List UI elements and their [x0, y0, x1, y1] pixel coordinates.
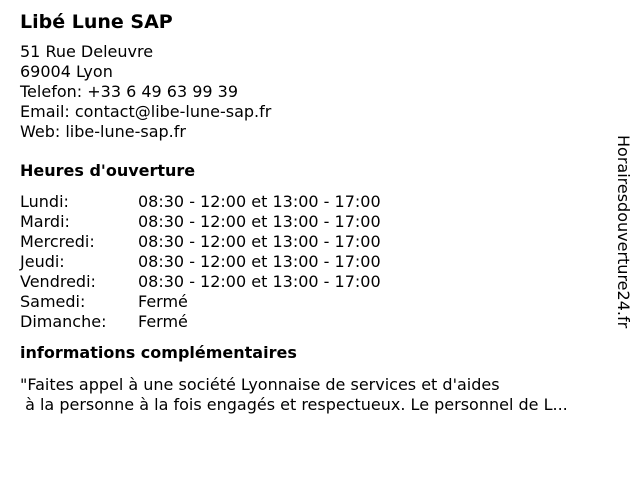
phone-line: Telefon: +33 6 49 63 99 39 — [20, 82, 239, 101]
day-hours: 08:30 - 12:00 et 13:00 - 17:00 — [138, 212, 381, 231]
hours-row-friday — [20, 272, 610, 292]
address-street: 51 Rue Deleuvre — [20, 42, 154, 61]
hours-row-tuesday — [20, 212, 610, 232]
day-label: Mardi: — [20, 212, 70, 231]
day-label: Lundi: — [20, 192, 69, 211]
day-hours: 08:30 - 12:00 et 13:00 - 17:00 — [138, 272, 381, 291]
site-watermark: Horairesdouverture24.fr — [614, 135, 633, 329]
email-line: Email: contact@libe-lune-sap.fr — [20, 102, 272, 121]
day-label: Jeudi: — [20, 252, 65, 271]
day-hours: Fermé — [138, 292, 188, 311]
opening-hours-heading: Heures d'ouverture — [20, 161, 196, 180]
hours-row-wednesday — [20, 232, 610, 252]
description-line-1: "Faites appel à une société Lyonnaise de services et d'aides — [20, 375, 500, 394]
hours-row-monday — [20, 192, 610, 212]
day-label: Samedi: — [20, 292, 86, 311]
day-label: Dimanche: — [20, 312, 107, 331]
business-card — [20, 10, 610, 415]
day-hours: 08:30 - 12:00 et 13:00 - 17:00 — [138, 232, 381, 251]
day-label: Vendredi: — [20, 272, 96, 291]
hours-row-thursday — [20, 252, 610, 272]
day-hours: 08:30 - 12:00 et 13:00 - 17:00 — [138, 192, 381, 211]
day-hours: 08:30 - 12:00 et 13:00 - 17:00 — [138, 252, 381, 271]
opening-hours-table — [20, 192, 610, 332]
business-name: Libé Lune SAP — [20, 11, 173, 33]
day-hours: Fermé — [138, 312, 188, 331]
hours-row-sunday — [20, 312, 610, 332]
web-line: Web: libe-lune-sap.fr — [20, 122, 186, 141]
hours-row-saturday — [20, 292, 610, 312]
description-line-2: à la personne à la fois engagés et respectueux. Le personnel de L... — [20, 395, 568, 414]
day-label: Mercredi: — [20, 232, 95, 251]
additional-info-heading: informations complémentaires — [20, 343, 297, 362]
address-city: 69004 Lyon — [20, 62, 113, 81]
